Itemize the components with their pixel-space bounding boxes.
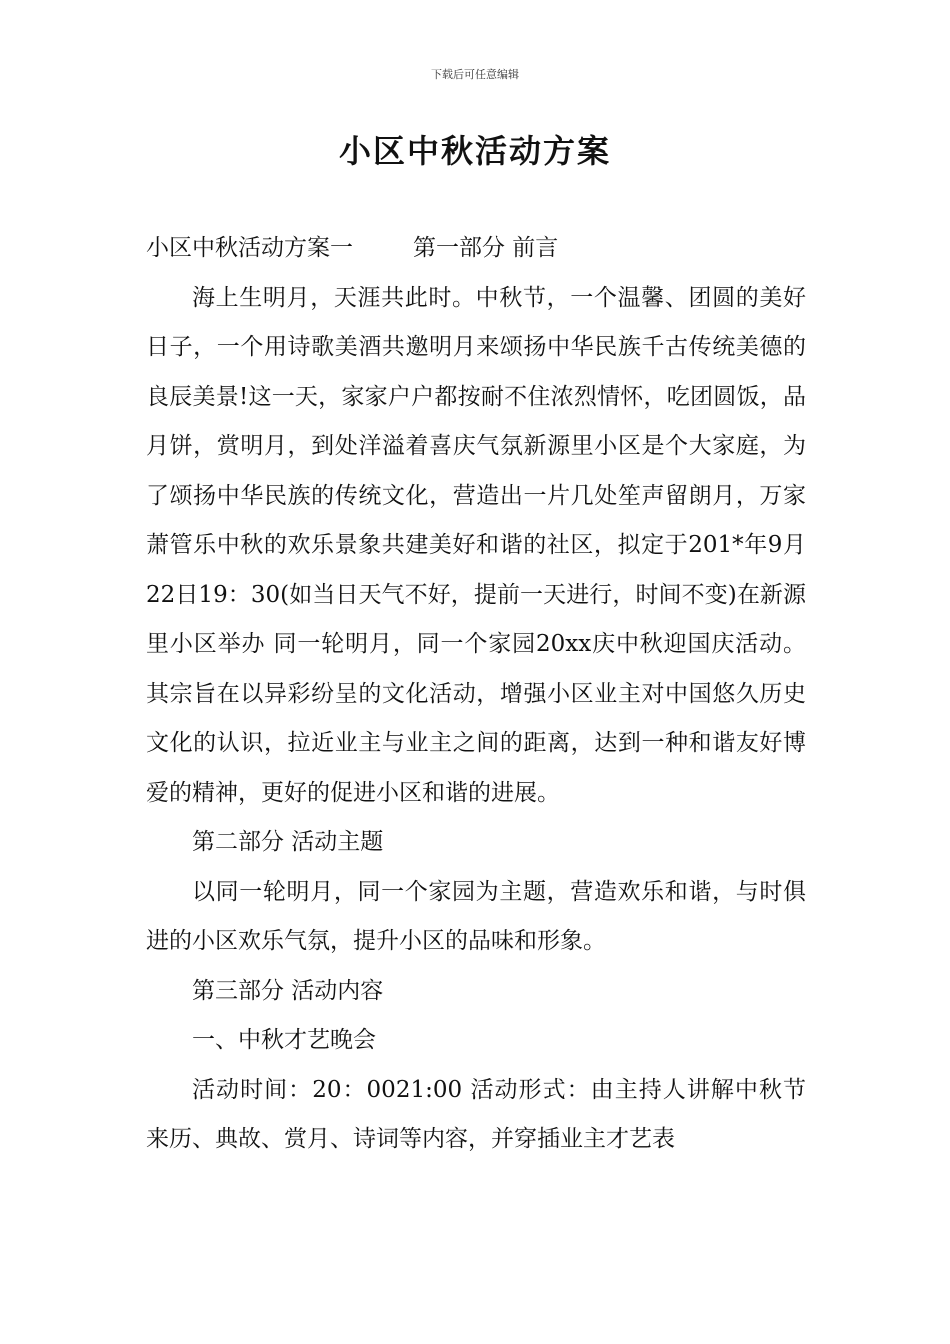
section-heading-line (146, 224, 806, 274)
plan-label: 小区中秋活动方案一 (146, 235, 353, 261)
theme-paragraph: 以同一轮明月，同一个家园为主题，营造欢乐和谐，与时俱进的小区欢乐气氛，提升小区的品味和形象。 (146, 878, 806, 954)
part-three-heading: 第三部分 活动内容 (192, 977, 384, 1004)
activity-paragraph: 活动时间：20：0021:00 活动形式：由主持人讲解中秋节来历、典故、赏月、诗词等内容，并穿插业主才艺表 (146, 1076, 806, 1152)
part-one-heading: 第一部分 前言 (413, 235, 559, 261)
document-body (146, 224, 806, 1165)
subsection-heading: 一、中秋才艺晚会 (192, 1027, 376, 1053)
document-title: 小区中秋活动方案 (338, 132, 611, 170)
part-two-heading: 第二部分 活动主题 (192, 829, 384, 855)
header-note: 下载后可任意编辑 (431, 68, 519, 81)
intro-paragraph: 海上生明月，天涯共此时。中秋节，一个温馨、团圆的美好日子，一个用诗歌美酒共邀明月来颂扬中华民族千古传统美德的良辰美景!这一天，家家户户都按耐不住浓烈情怀，吃团圆饭，品月饼，赏明月，到处洋溢着喜庆气氛新源里小区是个大家庭，为了颂扬中华民族的传统文化，营造出一片几处笙声留朗月，万家萧管乐中秋的欢乐景象共建美好和谐的社区，拟定于201*年9月22日19：30(如当日天气不好，提前一天进行，时间不变)在新源里小区举办 同一轮明月，同一个家园20xx庆中秋迎国庆活动。其宗旨在以异彩纷呈的文化活动，增强小区业主对中国悠久历史文化的认识，拉近业主与业主之间的距离，达到一种和谐友好博爱的精神，更好的促进小区和谐的进展。 (146, 284, 806, 806)
